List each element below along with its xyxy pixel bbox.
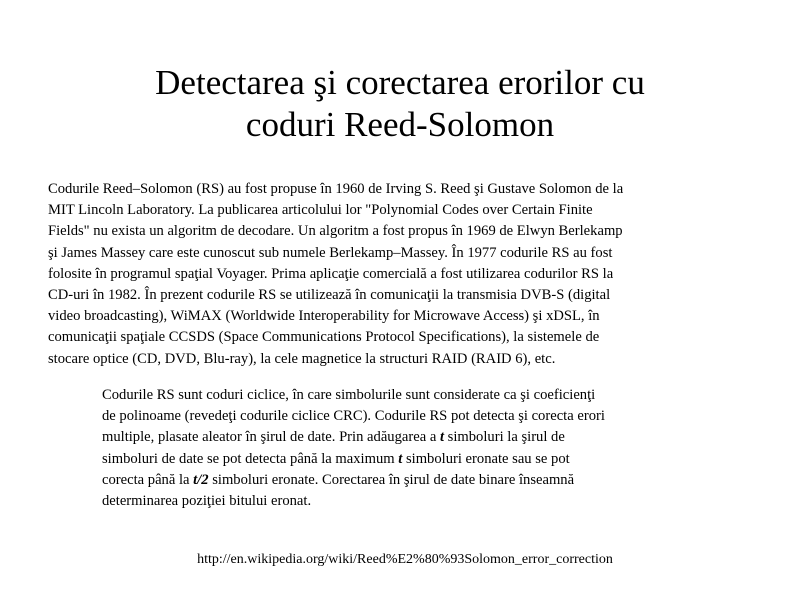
paragraph-text: simboluri de date se pot detecta până la maximum [102,450,399,467]
history-paragraph [48,179,762,370]
paragraph-line: Codurile RS sunt coduri ciclice, în care simbolurile sunt considerate ca şi coeficienţi [102,387,596,403]
variable-t-half: t/2 [193,471,209,488]
paragraph-line: stocare optice (CD, DVD, Blu-ray), la cele magnetice la structuri RAID (RAID 6), etc. [48,350,556,367]
source-url: http://en.wikipedia.org/wiki/Reed%E2%80%93Solomon_error_correction [197,552,613,567]
paragraph-line: Codurile Reed–Solomon (RS) au fost propuse în 1960 de Irving S. Reed şi Gustave Solomon de la [48,181,624,197]
paragraph-line: folosite în programul spaţial Voyager. Prima aplicaţie comercială a fost utilizarea codurilor RS la [48,265,614,282]
paragraph-line: Fields" nu exista un algoritm de decodare. Un algoritm a fost propus în 1969 de Elwyn Berlekamp [48,223,623,240]
paragraph-line: comunicaţii spaţiale CCSDS (Space Communications Protocol Specifications), la sistemele de [48,329,600,346]
paragraph-line [102,427,702,448]
paragraph-text: simboluri eronate sau se pot [402,450,570,467]
paragraph-line: de polinoame (revedeţi codurile ciclice CRC). Codurile RS pot detecta şi corecta erori [102,408,605,425]
paragraph-line [102,470,702,491]
paragraph-line: determinarea poziţiei bitului eronat. [102,493,312,510]
variable-t: t [398,450,403,467]
paragraph-text: corecta până la [102,471,194,488]
slide-title-line-2: coduri Reed-Solomon [245,105,555,144]
paragraph-text: multiple, plasate aleator în şirul de date. Prin adăugarea a [102,429,440,446]
slide-title-line-1: Detectarea şi corectarea erorilor cu [155,63,645,102]
paragraph-line: video broadcasting), WiMAX (Worldwide Interoperability for Microwave Access) şi xDSL, în [48,308,600,325]
paragraph-text: simboluri eronate. Corectarea în şirul de date binare înseamnă [208,471,575,488]
slide-title [60,62,740,146]
paragraph-text: simboluri la şirul de [444,429,565,446]
variable-t: t [439,429,445,446]
paragraph-line [102,449,702,470]
properties-paragraph [102,385,702,512]
paragraph-line: CD-uri în 1982. În prezent codurile RS se utilizează în comunicaţii la transmisia DVB-S (digital [48,287,611,304]
paragraph-line: MIT Lincoln Laboratory. La publicarea articolului lor "Polynomial Codes over Certain Finite [48,202,593,219]
paragraph-line: şi James Massey care este cunoscut sub numele Berlekamp–Massey. În 1977 codurile RS au fost [48,244,613,261]
